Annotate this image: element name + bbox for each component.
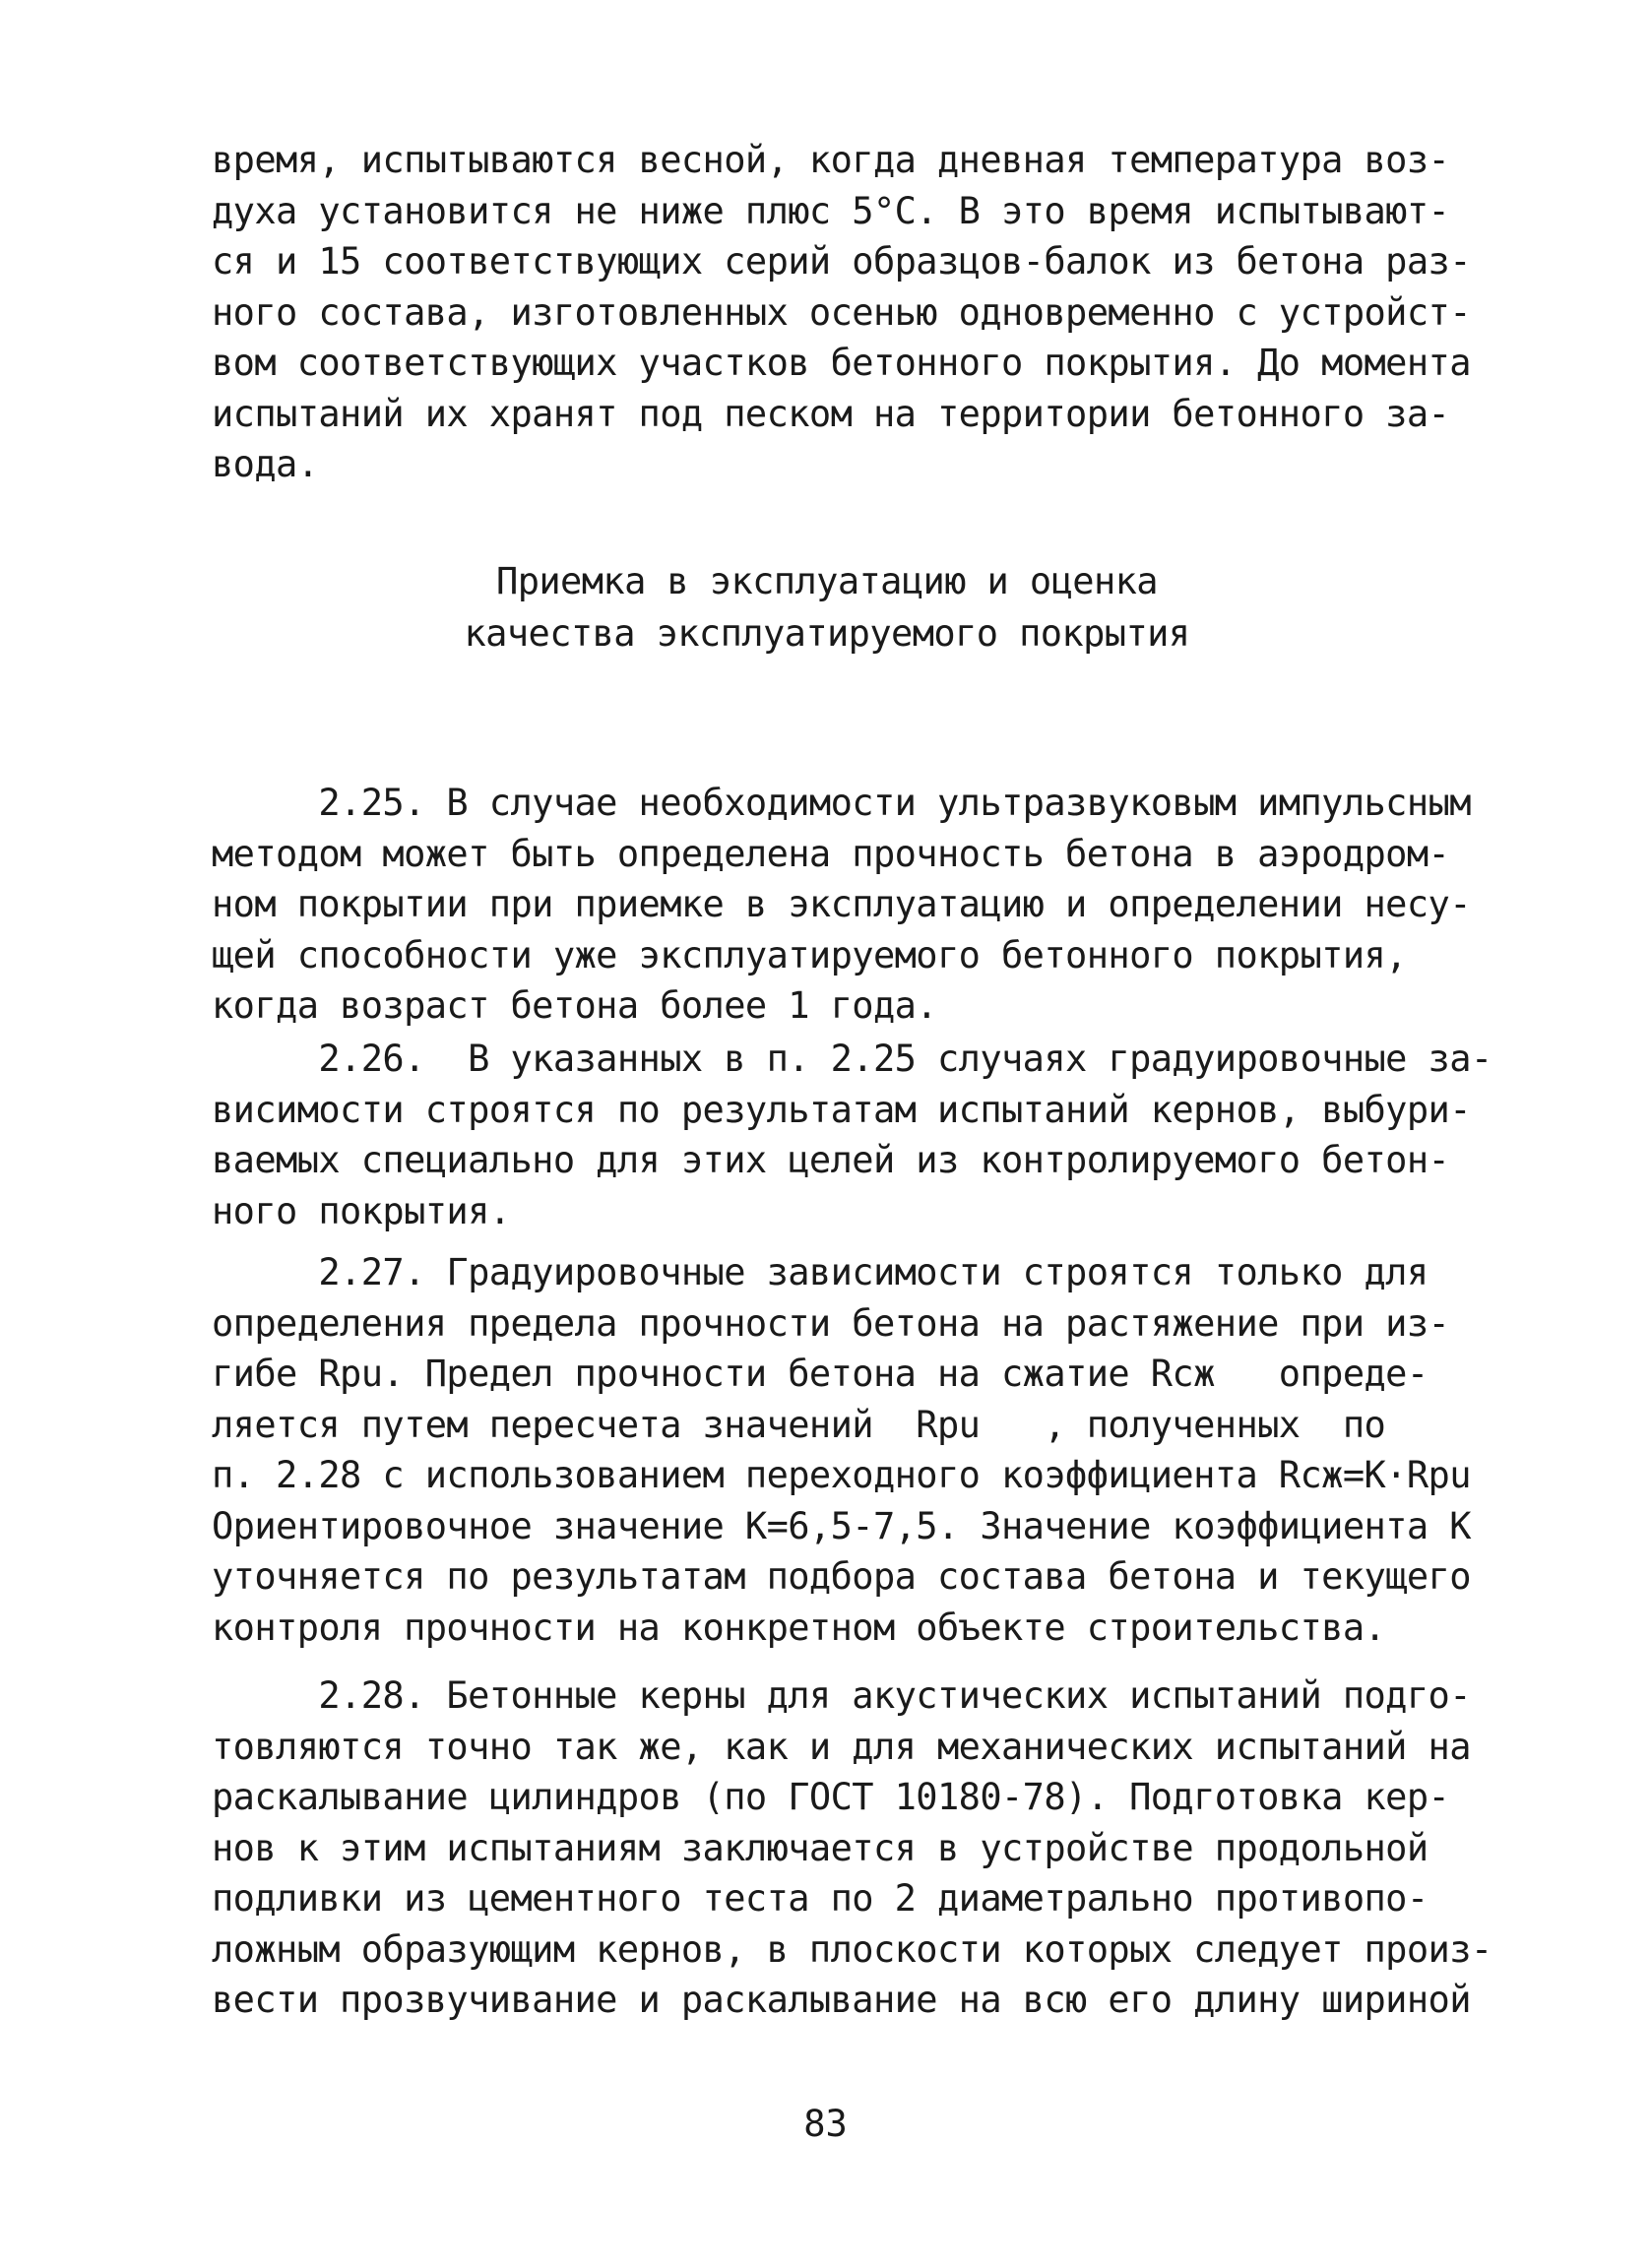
page-number: 83 [803, 2103, 848, 2145]
paragraph-2-25: 2.25. В случае необходимости ультразвуковым импульсным методом может быть определена прочность бетона в аэродром- ном покрытии при приемке в эксплуатацию и определении несу- щей способности уже эксплуатируемого бетонного покрытия, когда возраст бетона более 1 года. [212, 782, 1471, 1027]
paragraph-2-26: 2.26. В указанных в п. 2.25 случаях градуировочные за- висимости строятся по результатам испытаний кернов, выбури- ваемых специально для этих целей из контролируемого бетон- ного покрытия. [212, 1038, 1492, 1232]
intro-paragraph: время, испытываются весной, когда дневная температура воз- духа установится не ниже плюс 5°С. В это время испытывают- ся и 15 соответствующих серий образцов-балок из бетона раз- ного состава, изготовленных осенью одновременно с устройст- вом соответствующих участков бетонного покрытия. До момента испытаний их хранят под песком на территории бетонного за- вода. [212, 139, 1471, 485]
paragraph-2-27: 2.27. Градуировочные зависимости строятся только для определения предела прочности бетона на растяжение при из- гибе Rрu. Предел прочности бетона на сжатие Rсж опреде- ляется путем пересчета значений Rрu , полученных по п. 2.28 с использованием переходного коэффициента Rсж=K·Rрu Ориентировочное значение К=6,5-7,5. Значение коэффициента К уточняется по результатам подбора состава бетона и текущего контроля прочности на конкретном объекте строительства. [212, 1251, 1471, 1649]
paragraph-2-28: 2.28. Бетонные керны для акустических испытаний подго- товляются точно так же, как и для механических испытаний на раскалывание цилиндров (по ГОСТ 10180-78). Подготовка кер- нов к этим испытаниям заключается в устройстве продольной подливки из цементного теста по 2 диаметрально противопо- ложным образующим кернов, в плоскости которых следует произ- вести прозвучивание и раскалывание на всю его длину шириной [212, 1674, 1492, 2021]
section-heading-line-2: качества эксплуатируемого покрытия [464, 612, 1190, 655]
section-heading-line-1: Приемка в эксплуатацию и оценка [496, 560, 1158, 602]
